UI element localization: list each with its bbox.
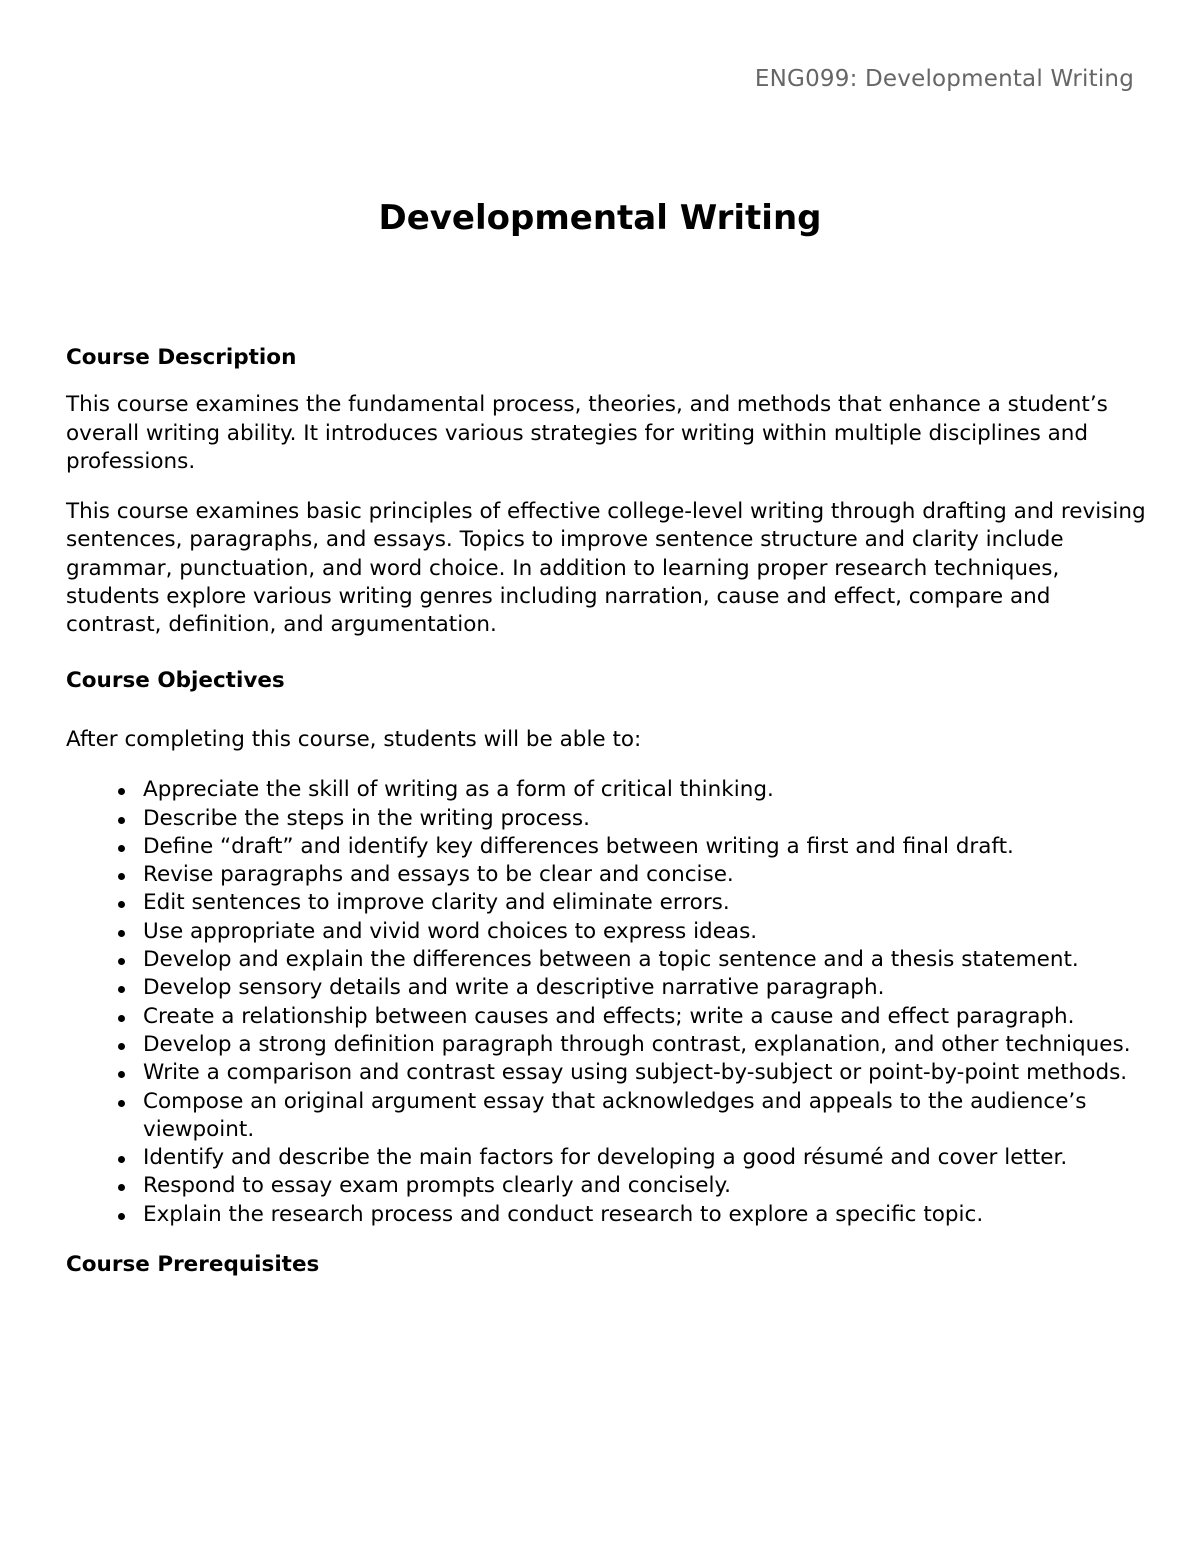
objective-item: Edit sentences to improve clarity and eliminate errors.: [143, 889, 1146, 917]
objective-item: Develop and explain the differences between a topic sentence and a thesis statement.: [143, 946, 1146, 974]
objective-item: Describe the steps in the writing process.: [143, 805, 1146, 833]
objective-item: Explain the research process and conduct research to explore a specific topic.: [143, 1201, 1146, 1229]
document-body: [66, 344, 1146, 1279]
course-description-paragraph: This course examines the fundamental process, theories, and methods that enhance a student’s overall writing ability. It introduces various strategies for writing within multiple disciplines and professions.: [66, 392, 1108, 474]
objective-item: Use appropriate and vivid word choices to express ideas.: [143, 918, 1146, 946]
objective-item: Compose an original argument essay that acknowledges and appeals to the audience’s viewpoint.: [143, 1088, 1146, 1145]
objectives-list: [66, 776, 1146, 1229]
objective-item: Appreciate the skill of writing as a form of critical thinking.: [143, 776, 1146, 804]
course-objectives-heading: Course Objectives: [66, 667, 285, 693]
objective-item: Develop sensory details and write a descriptive narrative paragraph.: [143, 974, 1146, 1002]
objective-item: Write a comparison and contrast essay using subject-by-subject or point-by-point methods.: [143, 1059, 1146, 1087]
running-header: ENG099: Developmental Writing: [754, 66, 1134, 92]
objective-item: Identify and describe the main factors for developing a good résumé and cover letter.: [143, 1144, 1146, 1172]
objective-item: Create a relationship between causes and effects; write a cause and effect paragraph.: [143, 1003, 1146, 1031]
objective-item: Revise paragraphs and essays to be clear and concise.: [143, 861, 1146, 889]
objectives-intro: After completing this course, students will be able to:: [66, 726, 642, 752]
course-description-heading: Course Description: [66, 345, 297, 370]
document-title: Developmental Writing: [378, 198, 822, 238]
objective-item: Respond to essay exam prompts clearly and concisely.: [143, 1172, 1146, 1200]
course-description-paragraph: This course examines basic principles of effective college-level writing through drafting and revising sentences, paragraphs, and essays. Topics to improve sentence structure and clarity include grammar, punctuation, and word choice. In addition to learning proper research techniques, students explore various writing genres including narration, cause and effect, compare and contrast, definition, and argumentation.: [66, 499, 1146, 638]
objective-item: Define “draft” and identify key differences between writing a first and final draft.: [143, 833, 1146, 861]
objective-item: Develop a strong definition paragraph through contrast, explanation, and other techniques.: [143, 1031, 1146, 1059]
course-prerequisites-heading: Course Prerequisites: [66, 1252, 320, 1278]
